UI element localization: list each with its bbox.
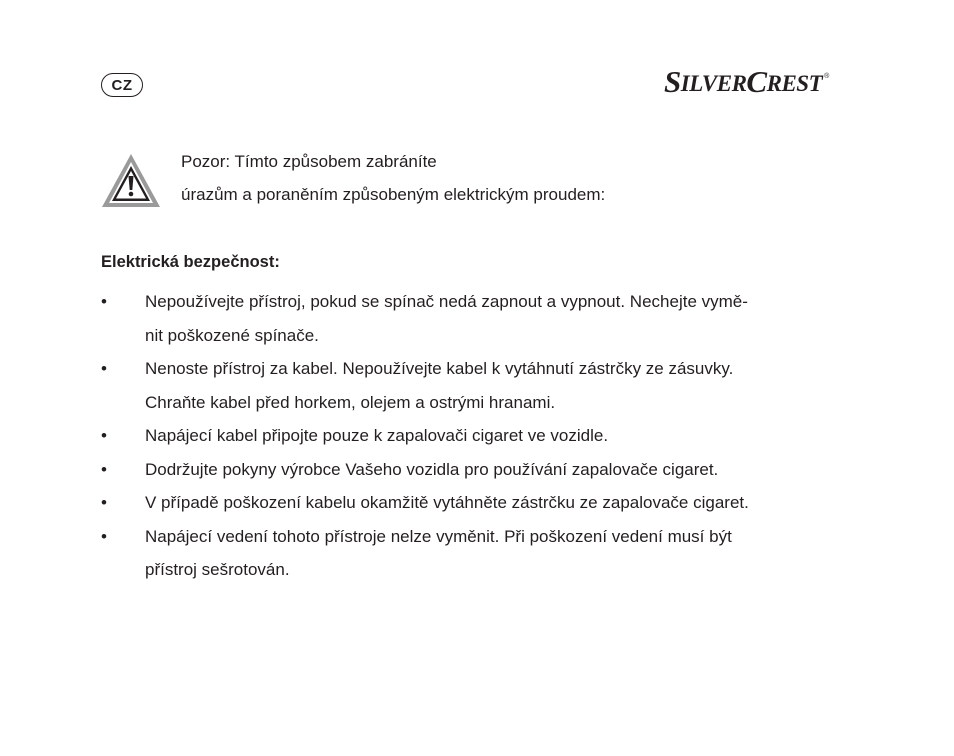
list-item-text-line: Napájecí vedení tohoto přístroje nelze vyměnit. Při poškození vedení musí být xyxy=(145,526,732,546)
list-item xyxy=(101,486,861,520)
logo-text-ilver: ILVER xyxy=(680,71,747,96)
list-item xyxy=(101,285,861,352)
bullet-symbol: • xyxy=(101,426,107,445)
registered-mark: ® xyxy=(824,73,829,80)
list-item-text-line: Chraňte kabel před horkem, olejem a ostrými hranami. xyxy=(145,392,556,412)
list-item xyxy=(101,453,861,487)
bullet-symbol: • xyxy=(101,292,107,311)
list-item-text-line: Nepoužívejte přístroj, pokud se spínač nedá zapnout a vypnout. Nechejte vymě- xyxy=(145,292,748,311)
language-badge: CZ xyxy=(101,73,143,97)
list-item-text-line: přístroj sešrotován. xyxy=(145,560,290,579)
warning-triangle-icon xyxy=(100,152,162,210)
warning-text-line-1: Pozor: Tímto způsobem zabráníte xyxy=(181,152,437,171)
warning-text-line-2: úrazům a poraněním způsobeným elektrickým proudem: xyxy=(181,185,606,204)
list-item xyxy=(101,520,861,587)
safety-bullet-list xyxy=(101,285,861,587)
bullet-symbol: • xyxy=(101,493,107,512)
logo-letter-s: S xyxy=(664,64,681,99)
list-item-text-line: nit poškozené spínače. xyxy=(145,325,319,345)
list-item-text-line: Napájecí kabel připojte pouze k zapalovači cigaret ve vozidle. xyxy=(145,426,609,445)
list-item-text-line: V případě poškození kabelu okamžitě vytáhněte zástrčku ze zapalovače cigaret. xyxy=(145,493,749,512)
list-item-text-line: Nenoste přístroj za kabel. Nepoužívejte kabel k vytáhnutí zástrčky ze zásuvky. xyxy=(145,359,734,378)
bullet-symbol: • xyxy=(101,526,107,546)
list-item-text-line: Dodržujte pokyny výrobce Vašeho vozidla pro používání zapalovače cigaret. xyxy=(145,459,719,479)
bullet-symbol: • xyxy=(101,459,107,479)
logo-text-rest: REST xyxy=(766,71,823,96)
bullet-symbol: • xyxy=(101,359,107,378)
logo-letter-c: C xyxy=(746,64,767,99)
list-item xyxy=(101,419,861,453)
brand-logo xyxy=(664,61,829,97)
section-heading: Elektrická bezpečnost: xyxy=(101,253,280,271)
list-item xyxy=(101,352,861,419)
